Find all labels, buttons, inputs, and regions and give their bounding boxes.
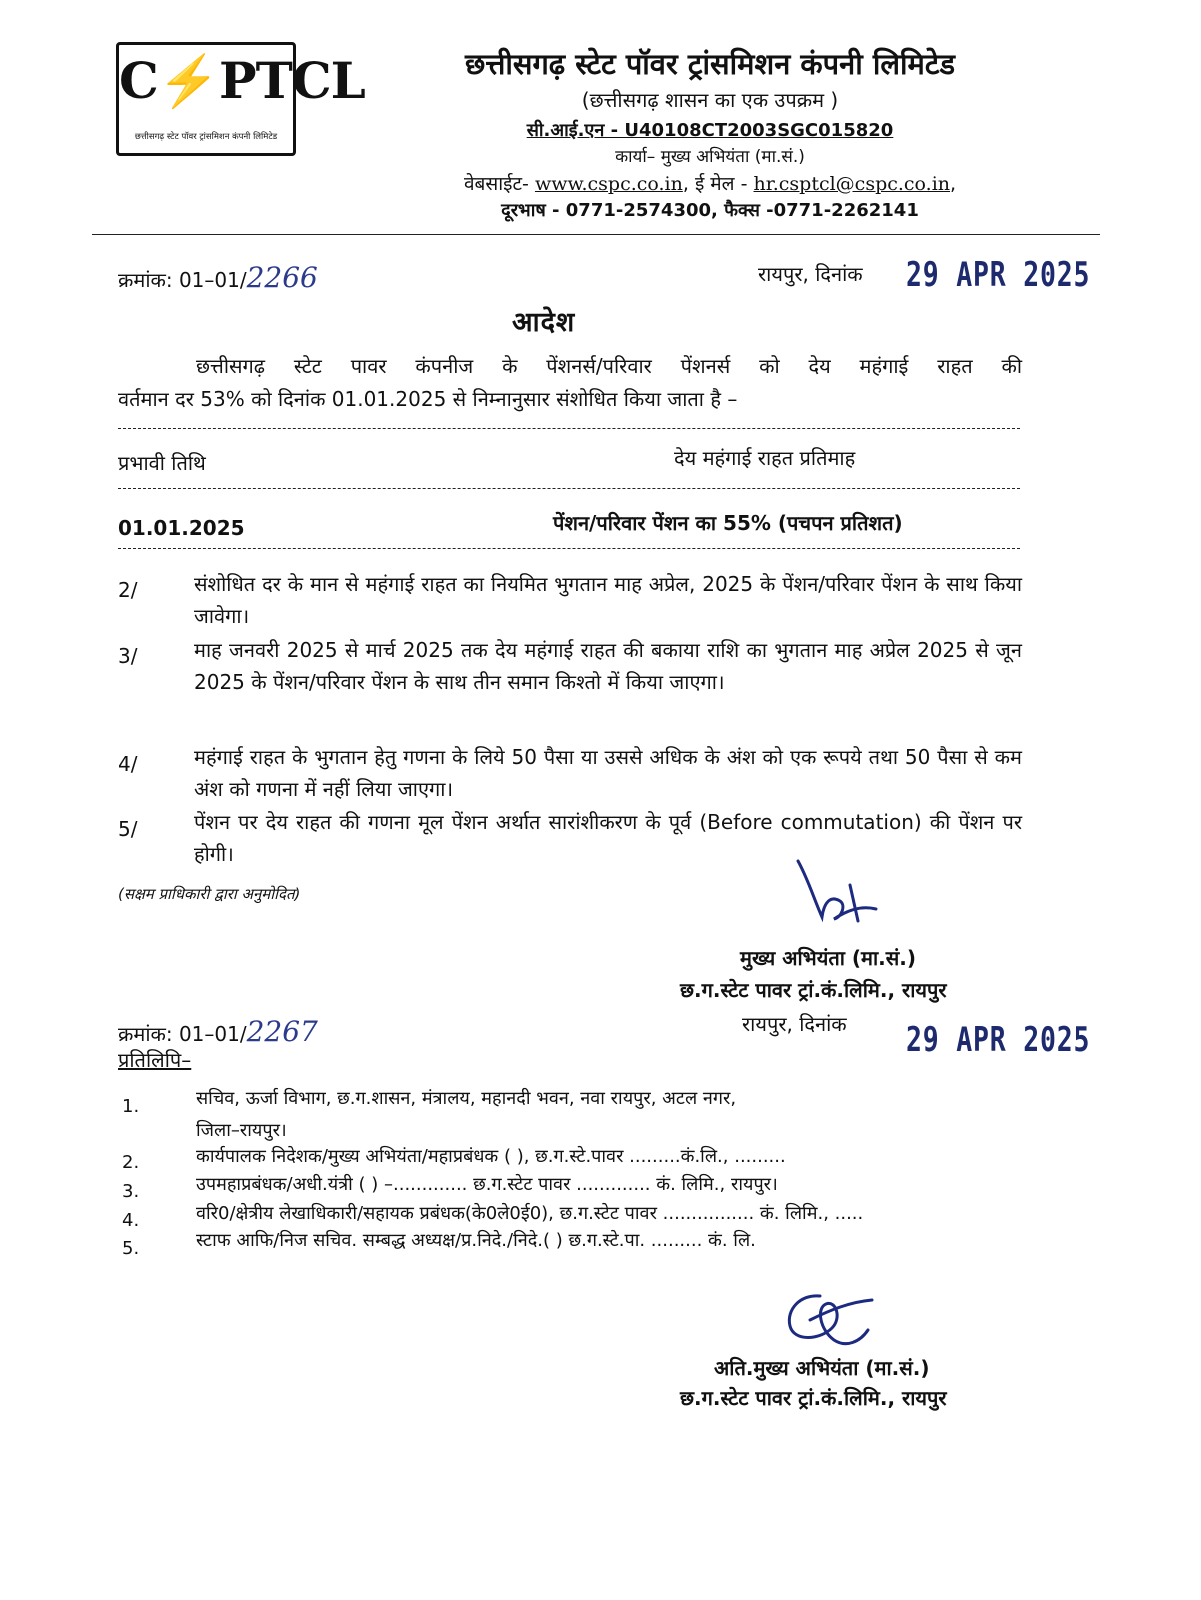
copy-item-text: कार्यपालक निदेशक/मुख्य अभियंता/महाप्रबंधक ( ), छ.ग.स्टे.पावर .........कं.लि., ......... (196, 1146, 786, 1167)
contact-line (330, 170, 1090, 196)
website-link[interactable]: www.cspc.co.in (534, 173, 683, 195)
point-number: 3/ (118, 644, 138, 668)
copy-item-number: 3. (122, 1181, 140, 1202)
email-label: , ई मेल - (682, 173, 748, 195)
order-date-stamp: 29 APR 2025 (906, 255, 1091, 295)
table-row-date: 01.01.2025 (118, 516, 245, 540)
signatory-org: छ.ग.स्टेट पावर ट्रां.कं.लिमि., रायपुर (680, 978, 947, 1002)
point-text: पेंशन पर देय राहत की गणना मूल पेंशन अर्थात सारांशीकरण के पूर्व (Before commutation) की पेंशन पर होगी। (194, 810, 1022, 866)
copy-item-number: 5. (122, 1238, 140, 1259)
table-bottom-divider (118, 548, 1020, 549)
copy-ref-number: 2267 (246, 1015, 318, 1048)
copy-signatory-title: अति.मुख्य अभियंता (मा.सं.) (714, 1356, 930, 1380)
copy-ref-label: क्रमांक: 01–01/ (118, 1022, 247, 1046)
signature-mark (780, 1290, 880, 1360)
website-label: वेबसाईट- (463, 173, 529, 195)
order-ref (118, 262, 318, 296)
point-text: संशोधित दर के मान से महंगाई राहत का नियमित भुगतान माह अप्रेल, 2025 के पेंशन/परिवार पेंशन के साथ किया जावेगा। (194, 572, 1022, 628)
order-ref-label: क्रमांक: 01–01/ (118, 268, 247, 292)
copy-item-number: 4. (122, 1210, 140, 1231)
copy-item-text: उपमहाप्रबंधक/अधी.यंत्री ( ) –............. छ.ग.स्टेट पावर ............. कं. लिमि., रायपुर। (196, 1174, 778, 1195)
table-top-divider (118, 428, 1020, 429)
signatory-title: मुख्य अभियंता (मा.सं.) (740, 946, 917, 970)
email-link[interactable]: hr.csptcl@cspc.co.in (753, 173, 951, 195)
email-suffix: , (950, 173, 957, 195)
copy-item-text: वरि0/क्षेत्रीय लेखाधिकारी/सहायक प्रबंधक(के0ले0ई0), छ.ग.स्टेट पावर ................ कं. लिमि., ..... (196, 1203, 864, 1224)
copy-item-number: 1. (122, 1096, 140, 1117)
copy-item-text: सचिव, ऊर्जा विभाग, छ.ग.शासन, मंत्रालय, महानदी भवन, नवा रायपुर, अटल नगर, (196, 1088, 737, 1109)
cin-number: सी.आई.एन - U40108CT2003SGC015820 (526, 120, 894, 141)
copy-place-date-label: रायपुर, दिनांक (742, 1012, 847, 1036)
order-intro-line1: छत्तीसगढ़ स्टेट पावर कंपनीज के पेंशनर्स/परिवार पेंशनर्स को देय महंगाई राहत की (196, 354, 1022, 378)
logo-subtext: छत्तीसगढ़ स्टेट पॉवर ट्रांसमिशन कंपनी लिमिटेड (134, 132, 278, 142)
signature-mark (790, 855, 890, 935)
order-intro-line2: वर्तमान दर 53% को दिनांक 01.01.2025 से निम्नानुसार संशोधित किया जाता है – (118, 387, 738, 411)
approval-note: (सक्षम प्राधिकारी द्वारा अनुमोदित) (118, 885, 301, 903)
table-head-relief: देय महंगाई राहत प्रतिमाह (674, 446, 856, 470)
office-line: कार्या– मुख्य अभियंता (मा.सं.) (615, 147, 805, 167)
point-number: 5/ (118, 817, 138, 841)
copy-signatory-org: छ.ग.स्टेट पावर ट्रां.कं.लिमि., रायपुर (680, 1386, 947, 1410)
copy-item-text-cont: जिला–रायपुर। (196, 1120, 287, 1141)
point-text: महंगाई राहत के भुगतान हेतु गणना के लिये 50 पैसा या उससे अधिक के अंश को एक रूपये तथा 50 पैसा से कम अंश को गणना में नहीं लिया जाएगा। (194, 745, 1022, 801)
logo-text: C⚡PTCL (119, 51, 365, 110)
copy-heading: प्रतिलिपि– (118, 1048, 192, 1072)
order-ref-number: 2266 (246, 261, 318, 294)
copy-date-stamp: 29 APR 2025 (906, 1020, 1091, 1060)
order-place-date-label: रायपुर, दिनांक (758, 262, 863, 286)
header-divider (92, 234, 1100, 235)
point-number: 4/ (118, 752, 138, 776)
point-text: माह जनवरी 2025 से मार्च 2025 तक देय महंगाई राहत की बकाया राशि का भुगतान माह अप्रेल 2025 से जून 2025 के पेंशन/परिवार पेंशन के साथ तीन समान किश्तो में किया जाएगा। (194, 638, 1022, 694)
company-title: छत्तीसगढ़ स्टेट पॉवर ट्रांसमिशन कंपनी लिमिटेड (464, 47, 955, 81)
table-row-relief: पेंशन/परिवार पेंशन का 55% (पचपन प्रतिशत) (553, 511, 903, 535)
table-head-effective-date: प्रभावी तिथि (118, 451, 206, 475)
company-subtitle: (छत्तीसगढ़ शासन का एक उपक्रम ) (581, 88, 839, 112)
copy-item-text: स्टाफ आफि/निज सचिव. सम्बद्ध अध्यक्ष/प्र.निदे./निदे.( ) छ.ग.स्टे.पा. ......... कं. लि. (196, 1230, 756, 1251)
order-heading: आदेश (512, 307, 576, 338)
table-mid-divider (118, 488, 1020, 489)
company-logo (116, 42, 365, 156)
copy-item-number: 2. (122, 1152, 140, 1173)
phone-fax-line: दूरभाष - 0771-2574300, फैक्स -0771-2262141 (501, 200, 919, 221)
point-number: 2/ (118, 578, 138, 602)
